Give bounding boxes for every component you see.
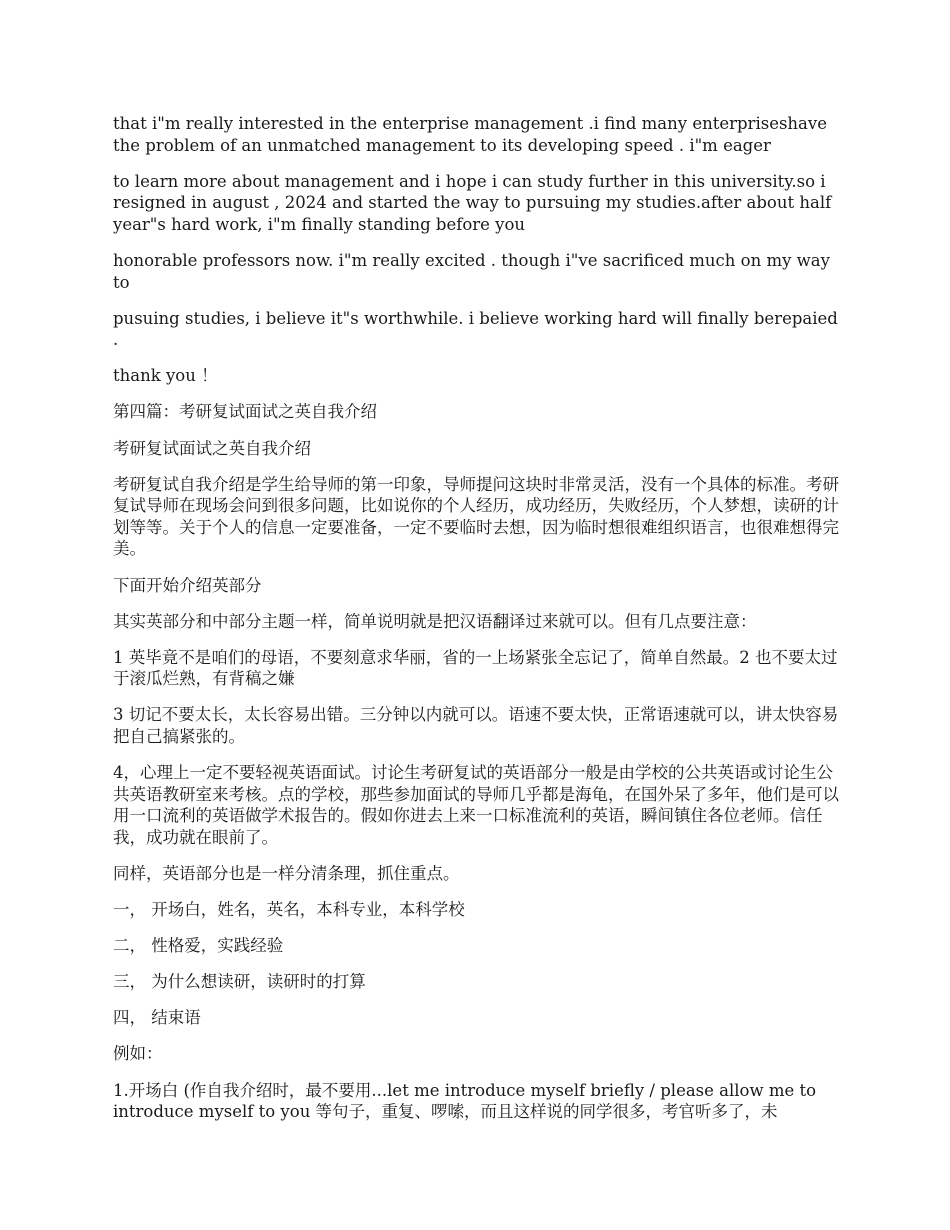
paragraph-12: 3 切记不要太长，太长容易出错。三分钟以内就可以。语速不要太快，正常语速就可以，讲太快容易把自己搞紧张的。 — [113, 705, 839, 746]
paragraph-1: that i"m really interested in the enterprise management .i find many enterpriseshave the problem of an unmatched management to its developing speed . i"m eager — [113, 114, 827, 155]
section-subheading: 考研复试面试之英自我介绍 — [113, 438, 311, 458]
paragraph-10: 其实英部分和中部分主题一样，简单说明就是把汉语翻译过来就可以。但有几点要注意： — [113, 611, 757, 631]
paragraph-2: to learn more about management and i hope i can study further in this university.so i resigned in august , 2024 and started the way to pursuing my studies.after about half year"s hard work, i"m finally standing before you — [113, 171, 832, 234]
paragraph-20: 1.开场白 (作自我介绍时，最不要用...let me introduce myself briefly / please allow me to introduce myself to you 等句子，重复、啰嗦，而且这样说的同学很多，考官听多了，未 — [113, 1080, 817, 1122]
paragraph-14: 同样，英语部分也是一样分清条理，抓住重点。 — [113, 863, 460, 883]
section-heading: 第四篇：考研复试面试之英自我介绍 — [113, 402, 377, 422]
paragraph-3: honorable professors now. i"m really excited . though i"ve sacrificed much on my way to — [113, 250, 830, 292]
list-item-4: 四， 结束语 — [113, 1008, 201, 1028]
paragraph-4: pusuing studies, i believe it"s worthwhile. i believe working hard will finally berepaied . — [113, 308, 838, 350]
document-page — [113, 113, 843, 1137]
list-item-2: 二， 性格爱，实践经验 — [113, 936, 284, 956]
paragraph-11: 1 英毕竟不是咱们的母语，不要刻意求华丽，省的一上场紧张全忘记了，简单自然最。2 也不要太过于滚瓜烂熟，有背稿之嫌 — [113, 647, 838, 689]
paragraph-8: 考研复试自我介绍是学生给导师的第一印象，导师提问这块时非常灵活，没有一个具体的标准。考研复试导师在现场会问到很多问题，比如说你的个人经历，成功经历，失败经历，个人梦想，读研的计划等等。关于个人的信息一定要准备，一定不要临时去想，因为临时想很难组织语言，也很难想得完美。 — [113, 474, 839, 559]
paragraph-9: 下面开始介绍英部分 — [113, 575, 262, 595]
paragraph-5: thank you ！ — [113, 366, 218, 386]
paragraph-13: 4，心理上一定不要轻视英语面试。讨论生考研复试的英语部分一般是由学校的公共英语或讨论生公共英语教研室来考核。点的学校，那些参加面试的导师几乎都是海龟，在国外呆了多年，他们是可以用一口流利的英语做学术报告的。假如你进去上来一口标准流利的英语，瞬间镇住各位老师。信任我，成功就在眼前了。 — [113, 763, 839, 847]
list-item-1: 一， 开场白，姓名，英名，本科专业，本科学校 — [113, 900, 465, 920]
list-item-3: 三， 为什么想读研，读研时的打算 — [113, 972, 366, 992]
paragraph-19: 例如： — [113, 1044, 163, 1064]
